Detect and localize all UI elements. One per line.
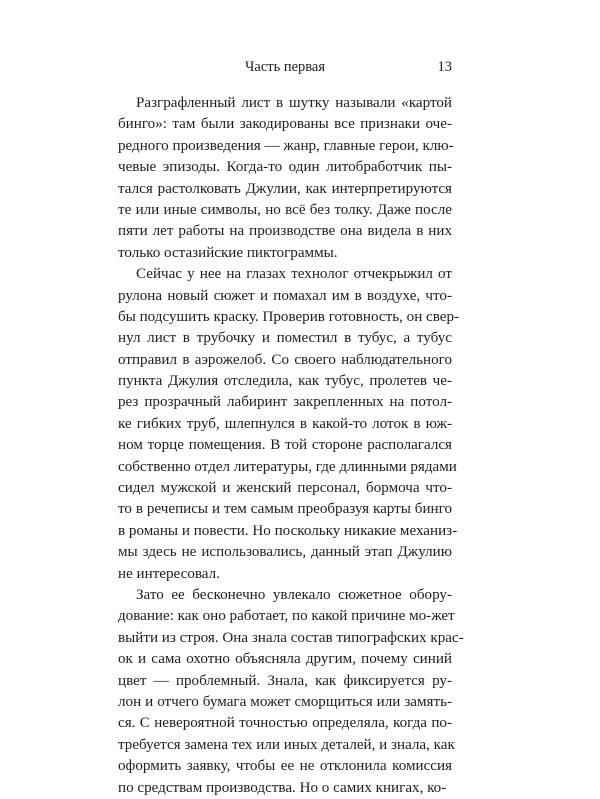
paragraph (118, 93, 452, 264)
text-line: рулона новый сюжет и помахал им в воздухе, что- (118, 287, 452, 304)
text-line: в романы и повести. Но поскольку никакие механиз- (118, 522, 458, 539)
page-number: 13 (437, 59, 452, 75)
running-head (118, 58, 452, 76)
text-line: рез прозрачный лабиринт закрепленных на потол- (118, 394, 452, 411)
text-line: ке гибких труб, шлепнулся в какой-то лоток в юж- (118, 415, 452, 432)
text-line: Зато ее бесконечно увлекало сюжетное обору- (136, 586, 452, 603)
text-line: ном торце помещения. В той стороне располагался (118, 437, 452, 454)
text-line: чевые эпизоды. Когда-то один литобработчик пы- (118, 159, 452, 176)
text-line: отправил в аэрожелоб. Со своего наблюдательного (118, 351, 452, 368)
text-line: выйти из строя. Она знала состав типографских крас- (118, 629, 464, 646)
text-line: пяти лет работы на производстве она видела в них (118, 223, 452, 240)
text-line: редного произведения — жанр, главные герои, клю- (118, 137, 454, 154)
text-line: лон и отчего бумага может сморщиться или замять- (118, 693, 452, 710)
text-line: дование: как оно работает, по какой причине мо-жет (118, 608, 455, 625)
text-line: цвет — проблемный. Знала, как фиксируется ру- (118, 672, 452, 689)
text-line: мы здесь не использовались, данный этап Джулию (118, 544, 452, 561)
running-title: Часть первая (244, 59, 326, 75)
text-line: бы подсушить краску. Проверив готовность, он свер- (118, 308, 460, 325)
text-line: не интересовал. (118, 565, 220, 582)
text-line: сидел мужской и женский персонал, бормоча что- (118, 480, 452, 497)
paragraph (118, 264, 460, 585)
text-line: по средствам производства. Но о самих книгах, ко- (118, 779, 447, 796)
text-line: требуется замена тех или иных деталей, и знала, как (118, 736, 455, 753)
text-line: только остазийские пиктограммы. (118, 244, 338, 261)
text-line: Сейчас у нее на глазах технолог отчекрыжил от (136, 266, 452, 283)
body-text (118, 93, 464, 799)
text-line: Разграфленный лист в шутку называли «картой (136, 95, 452, 111)
text-line: то в речеписы и тем самым преобразуя карты бинго (118, 501, 452, 518)
text-line: бинго»: там были закодированы все признаки оче- (118, 116, 452, 133)
text-line: тался растолковать Джулии, как интерпретируются (118, 180, 452, 197)
text-line: собственно отдел литературы, где длинными рядами (118, 458, 457, 475)
text-line: нул лист в трубочку и поместил в тубус, а тубус (118, 330, 452, 347)
text-line: те или иные символы, но всё без толку. Даже после (118, 201, 452, 218)
text-line: оформить заявку, чтобы ее не отклонила комиссия (118, 758, 452, 775)
text-line: ся. С невероятной точностью определяла, когда по- (118, 715, 452, 732)
text-line: пункта Джулия отследила, как тубус, пролетев че- (118, 373, 452, 390)
text-line: ок и сама охотно объясняла другим, почему синий (118, 651, 452, 668)
paragraph (118, 585, 464, 799)
